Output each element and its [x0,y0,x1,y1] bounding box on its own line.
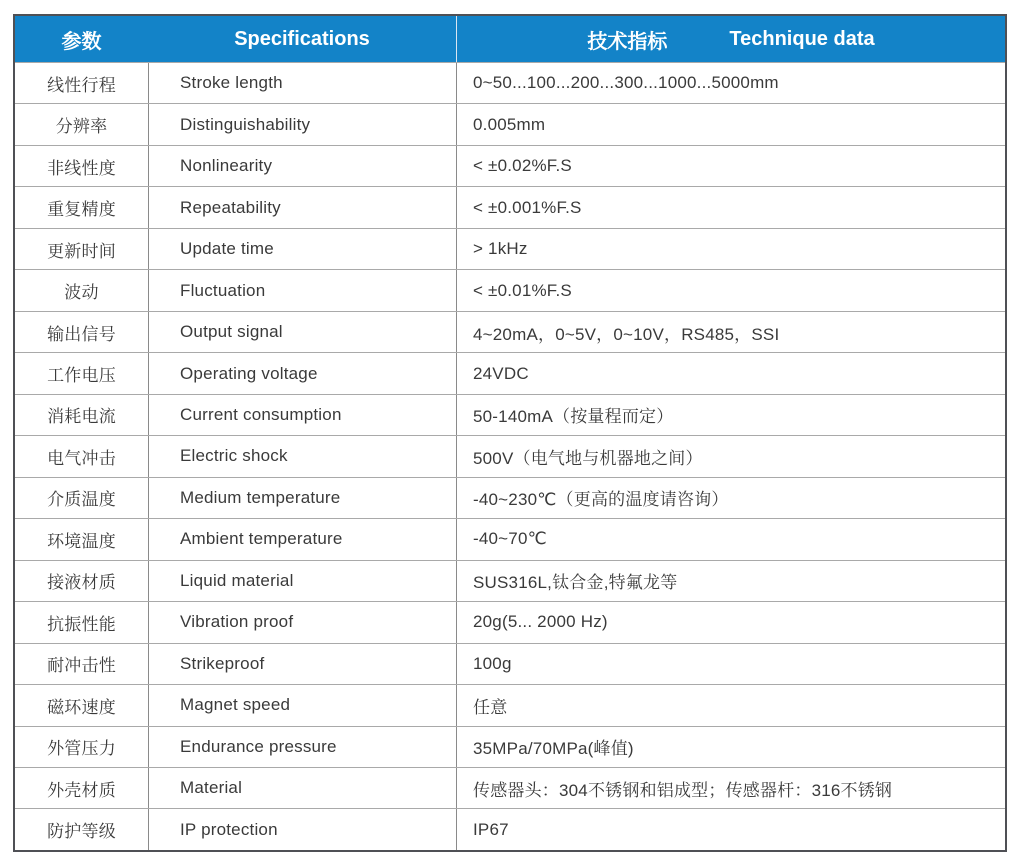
param-name-cn: 电气冲击 [47,448,116,468]
param-name-en: Material [148,768,456,808]
param-name-cn: 防护等级 [47,822,116,842]
table-header-row [15,16,1005,62]
param-name-cn: 环境温度 [47,531,116,551]
param-value: 任意 [456,685,1005,725]
param-value: SUS316L,钛合金,特氟龙等 [456,561,1005,601]
table-row [15,808,1005,849]
spec-table [13,14,1007,852]
param-name-en: Nonlinearity [148,146,456,186]
param-name-en: Update time [148,229,456,269]
param-value: < ±0.02%F.S [456,146,1005,186]
param-value: 35MPa/70MPa(峰值) [456,727,1005,767]
param-name-cn: 耐冲击性 [47,656,116,676]
param-name-cn: 更新时间 [47,241,116,261]
param-name-en: Magnet speed [148,685,456,725]
param-name-cn: 重复精度 [47,200,116,220]
param-value: 传感器头：304不锈钢和铝成型；传感器杆：316不锈钢 [456,768,1005,808]
param-name-cn: 抗振性能 [47,614,116,634]
param-name-en: Endurance pressure [148,727,456,767]
table-row [15,394,1005,435]
table-row [15,228,1005,269]
param-value: 20g(5... 2000 Hz) [456,602,1005,642]
param-name-en: Vibration proof [148,602,456,642]
param-name-en: Liquid material [148,561,456,601]
param-value: > 1kHz [456,229,1005,269]
param-name-cn: 分辨率 [55,117,108,137]
param-value: IP67 [456,809,1005,849]
param-name-en: IP protection [148,809,456,849]
table-row [15,726,1005,767]
param-value: 500V（电气地与机器地之间） [456,436,1005,476]
param-name-cn: 消耗电流 [47,407,116,427]
param-value: < ±0.001%F.S [456,187,1005,227]
param-value: 50-140mA（按量程而定） [456,395,1005,435]
param-name-cn: 线性行程 [47,75,116,95]
table-row [15,518,1005,559]
param-name-cn: 介质温度 [47,490,116,510]
param-name-cn: 外壳材质 [47,780,116,800]
param-value: 100g [456,644,1005,684]
param-value: < ±0.01%F.S [456,270,1005,310]
table-row [15,601,1005,642]
param-value: -40~230℃（更高的温度请咨询） [456,478,1005,518]
param-name-en: Current consumption [148,395,456,435]
param-name-en: Operating voltage [148,353,456,393]
param-name-en: Electric shock [148,436,456,476]
header-technique-cn-label: 技术指标 [587,30,668,53]
param-name-en: Ambient temperature [148,519,456,559]
param-name-en: Medium temperature [148,478,456,518]
table-row [15,352,1005,393]
param-value: 0~50...100...200...300...1000...5000mm [456,63,1005,103]
table-row [15,186,1005,227]
table-row [15,684,1005,725]
table-row [15,103,1005,144]
table-body [15,62,1005,850]
header-cell-param: 参数 [61,30,102,53]
table-row [15,643,1005,684]
header-technique-en-label: Technique data [729,27,875,50]
header-cell-specifications: Specifications [234,27,370,50]
param-name-en: Stroke length [148,63,456,103]
param-value: 0.005mm [456,104,1005,144]
table-row [15,145,1005,186]
param-value: 4~20mA，0~5V，0~10V，RS485，SSI [456,312,1005,352]
param-name-en: Strikeproof [148,644,456,684]
table-row [15,269,1005,310]
param-name-cn: 波动 [64,283,99,303]
param-name-en: Output signal [148,312,456,352]
param-name-en: Fluctuation [148,270,456,310]
param-name-cn: 磁环速度 [47,697,116,717]
table-row [15,560,1005,601]
param-name-cn: 输出信号 [47,324,116,344]
table-row [15,477,1005,518]
param-name-cn: 工作电压 [47,366,116,386]
table-row [15,311,1005,352]
param-value: -40~70℃ [456,519,1005,559]
param-name-en: Repeatability [148,187,456,227]
param-name-cn: 外管压力 [47,739,116,759]
param-value: 24VDC [456,353,1005,393]
table-row [15,62,1005,103]
param-name-cn: 非线性度 [47,158,116,178]
param-name-en: Distinguishability [148,104,456,144]
header-cell-technique-data [456,16,1005,62]
table-row [15,767,1005,808]
param-name-cn: 接液材质 [47,573,116,593]
table-row [15,435,1005,476]
